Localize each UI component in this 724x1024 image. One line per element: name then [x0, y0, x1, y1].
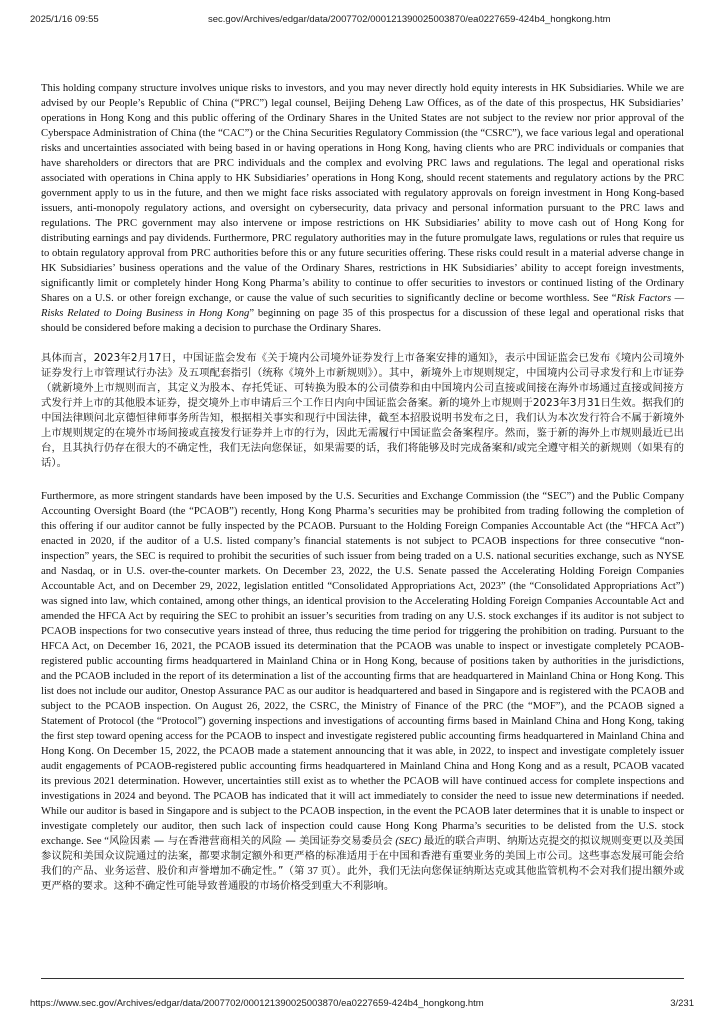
paragraph-pcaob-hfca-act [41, 489, 684, 894]
paragraph-text-cn: 最近的联合声明、纳斯达克提交的拟议规则变更以及美国参议院和美国众议院通过的法案，都要求制定额外和更严格的标准适用于在中国和香港有重要业务的美国上市公司。这些事态发展可能会给我们的产品、业务运营、股价和声誉增加不确定性。”（第 [41, 835, 684, 877]
print-footer [0, 998, 724, 1012]
print-timestamp: 2025/1/16 09:55 [30, 14, 99, 25]
sec-abbrev: (SEC) [392, 836, 424, 847]
print-header [0, 14, 724, 28]
footer-divider [41, 978, 684, 979]
paragraph-holding-structure-risks [41, 81, 684, 336]
page-number: 3/231 [670, 998, 694, 1009]
paragraph-csrc-overseas-listing-rules: 具体而言，2023年2月17日，中国证监会发布《关于境内公司境外证券发行上市备案安排的通知》，表示中国证监会已发布《境内公司境外证券发行上市管理试行办法》及五项配套指引（统称《境外上市新规则》）。其中，新境外上市规则规定，中国境内公司寻求发行和上市证券（就新境外上市规则而言，其定义为股本、存托凭证、可转换为股本的公司债券和由中国境内公司直接或间接在海外市场通过直接或间接方式发行并上市的其他股本证券，提交境外上市申请后三个工作日内向中国证监会备案。新的境外上市规则于2023年3月31日生效。据我们的中国法律顾问北京德恒律师事务所告知，根据相关事实和现行中国法律，截至本招股说明书发布之日，我们认为本次发行符合不属于新境外上市规则规定的在境外市场间接或直接发行证券并上市的行为，因此无需履行中国证监会备案程序。然而，鉴于新的海外上市规则最近已出台，且其执行仍存在很大的不确定性，我们无法向您保证，如果需要的话，我们将能够及时完成备案和/或完全遵守相关的新规则（如果有的话）。 [41, 352, 684, 469]
paragraph-text-cn: 页）。此外，我们无法向您保证纳斯达克或其他监管机构不会对我们提出额外或更严格的要求。这种不确定性可能导致普通股的市场价格受到重大不利影响。 [41, 865, 684, 892]
print-header-url: sec.gov/Archives/edgar/data/2007702/000121390025003870/ea0227659-424b4_hongkong.htm [208, 14, 611, 25]
paragraph-text: ” beginning on page 35 of this prospectus for a discussion of these legal and operational risks that should be considered before making a decision to purchase the Ordinary Shares. [41, 308, 684, 334]
print-footer-url: https://www.sec.gov/Archives/edgar/data/2007702/000121390025003870/ea0227659-424b4_hongkong.htm [30, 998, 484, 1009]
paragraph-text: This holding company structure involves unique risks to investors, and you may never directly hold equity interests in HK Subsidiaries. While we are advised by our People’s Republic of China (“PRC”) legal counsel, Beijing Deheng Law Offices, as of the date of this prospectus, HK Subsidiaries’ operations in Hong Kong and this public offering of the Ordinary Shares in the United States are not subject to the review nor prior approval of the Cyberspace Administration of China (the “CAC”) or the China Securities Regulatory Commission (the “CSRC”), we face various legal and operational risks and uncertainties associated with being based in or having operations in Hong Kong, having clients who are PRC individuals or companies that have shareholders or directors that are PRC individuals and the complex and evolving PRC laws and regulations. The legal and operational risks associated with operations in China apply to HK Subsidiaries’ operations in Hong Kong, should recent statements and regulatory actions by the PRC government apply to us in the future, and then we might face risks associated with regulatory approvals on foreign investment in Hong Kong-based issuers, anti-monopoly regulatory actions, and oversight on cybersecurity, data privacy and personal information pursuant to the PRC laws and regulations. The PRC government may also intervene or impose restrictions on HK Subsidiaries’ ability to move cash out of Hong Kong for distributing earnings and pay dividends. Furthermore, PRC regulatory authorities may in the future promulgate laws, regulations or rules that require us to obtain regulatory approval from PRC authorities before this or any future securities offering. These risks could result in a material adverse change in HK Subsidiaries’ business operations and the value of the Ordinary Shares, restrictions in HK Subsidiaries’ ability to accept foreign investments, significantly limit or completely hinder Hong Kong Pharma’s ability to continue to offer securities to investors or continued listing of the Ordinary Shares on a U.S. or other foreign exchange, or cause the value of such securities to significantly decline or become worthless. See “ [41, 83, 684, 304]
paragraph-text: Furthermore, as more stringent standards have been imposed by the U.S. Securities and Exchange Commission (the “SEC”) and the Public Company Accounting Oversight Board (the “PCAOB”) recently, Hong Kong Pharma’s securities may be prohibited from trading following the completion of this offering if our auditor cannot be fully inspected by the PCAOB. Pursuant to the Holding Foreign Companies Accountable Act (the “HFCA Act”) enacted in 2020, if the auditor of a U.S. listed company’s financial statements is not subject to PCAOB inspections for three consecutive “non-inspection” years, the SEC is required to prohibit the securities of such issuer from being traded on a U.S. national securities exchange, such as NYSE and Nasdaq, or in U.S. over-the-counter markets. On December 23, 2022, the U.S. Senate passed the Accelerating Holding Foreign Companies Accountable Act, and on December 29, 2022, legislation entitled “Consolidated Appropriations Act, 2023” (the “Consolidated Appropriations Act”) was signed into law, which contained, among other things, an identical provision to the Accelerating Holding Foreign Companies Accountable Act and amended the HFCA Act by requiring the SEC to prohibit an issuer’s securities from trading on any U.S. stock exchanges if its auditor is not subject to PCAOB inspections for two consecutive years instead of three, thus reducing the time period for triggering the prohibition on trading. Pursuant to the HFCA Act, on December 16, 2021, the PCAOB issued its determination that the PCAOB was unable to inspect or investigate completely PCAOB-registered public accounting firms headquartered in Mainland China or in Hong Kong, because of positions taken by authorities in the jurisdictions, and the PCAOB included in the report of its determination a list of the accounting firms that are headquartered in Mainland China or Hong Kong. This list does not include our auditor, Onestop Assurance PAC as our auditor is headquartered and based in Singapore and is registered with the PCAOB and subject to the PCAOB inspection. On August 26, 2022, the CSRC, the Ministry of Finance of the PRC (the “MOF”), and the PCAOB signed a Statement of Protocol (the “Protocol”) governing inspections and investigations of accounting firms based in Mainland China and Hong Kong, taking the first step toward opening access for the PCAOB to inspect and investigate registered public accounting firms headquartered in Mainland China and Hong Kong. On December 15, 2022, the PCAOB made a statement announcing that it was able, in 2022, to inspect and investigate completely issuer audit engagements of PCAOB-registered public accounting firms headquartered in Mainland China and Hong Kong and as a result, PCAOB vacated its previous 2021 determination. However, uncertainties still exist as to whether the PCAOB will have continued access for complete inspections and investigations in 2024 and beyond. The PCAOB has indicated that it will act immediately to consider the need to issue new determinations if needed. While our auditor is based in Singapore and is subject to the PCAOB inspection, in the event the PCAOB later determines that it is unable to inspect or investigate completely our auditor, then such lack of inspection could cause Hong Kong Pharma’s securities to be delisted from the U.S. stock exchange. See “ [41, 491, 684, 847]
risk-factors-reference: Risk Factors — Risks Related to Doing Business in Hong Kong [41, 293, 684, 319]
paragraph-text-cn: 风险因素 — 与在香港营商相关的风险 — 美国证券交易委员会 [108, 835, 393, 847]
document-body [41, 81, 684, 894]
page-reference: 37 [304, 866, 321, 877]
